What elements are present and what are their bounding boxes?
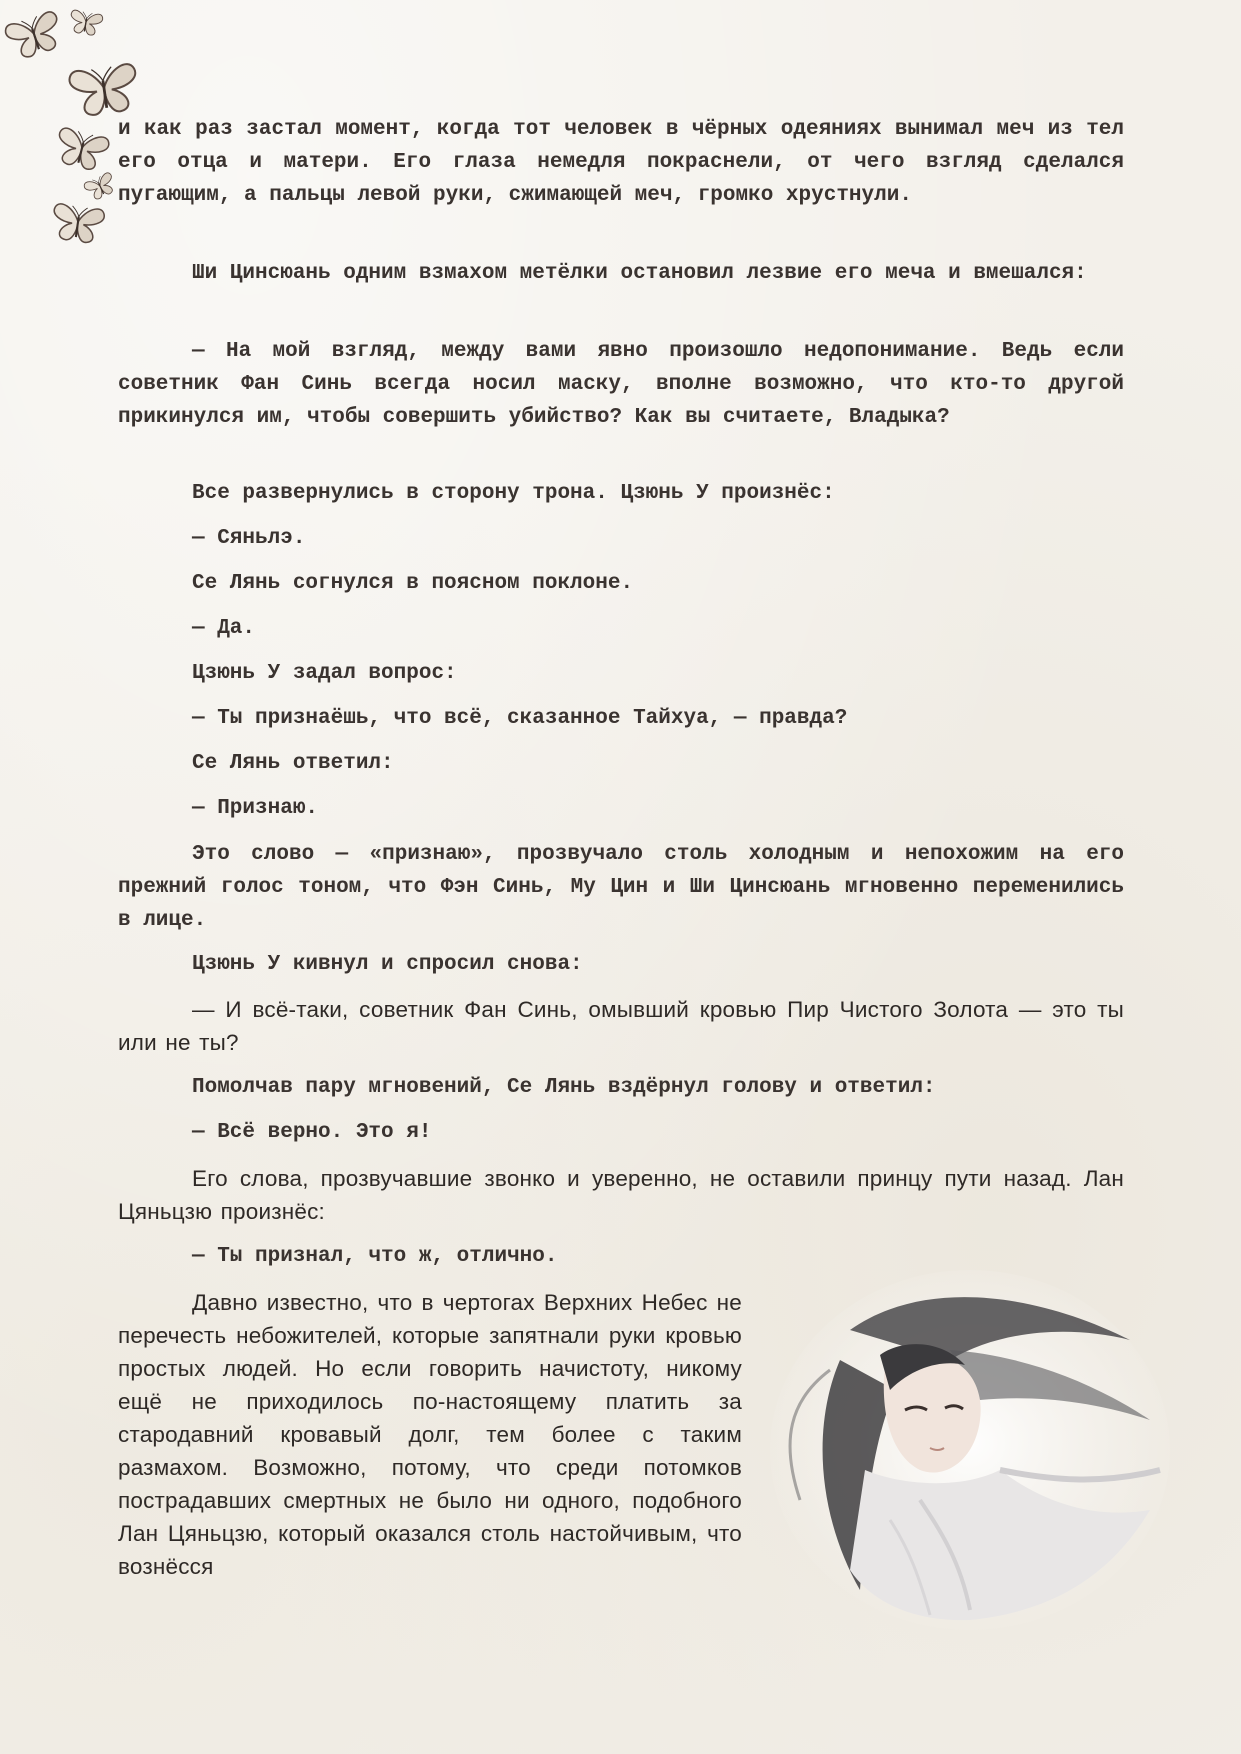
butterfly-icon [4, 10, 66, 61]
paragraph: Это слово — «признаю», прозвучало столь холодным и непохожим на его прежний голос тоном, что Фэн Синь, Му Цин и Ши Цинсюань мгновенно переменились в лице. [118, 843, 1124, 932]
paragraph: Давно известно, что в чертогах Верхних Небес не перечесть небожителей, которые запятнали руки кровью простых людей. Но если говорить начистоту, никому ещё не приходилось по-настоящему платить за стародавний кровавый долг, тем более с таким размахом. Возможно, потому, что среди потомков пострадавших смертных не было ни одного, подобного Лан Цяньцзю, который оказался столь настойчивым, что вознёсся [118, 1290, 742, 1579]
paragraph: Все развернулись в сторону трона. Цзюнь У произнёс: [192, 482, 835, 505]
paragraph: Цзюнь У задал вопрос: [192, 662, 457, 685]
paragraph: — И всё-таки, советник Фан Синь, омывший кровью Пир Чистого Золота — это ты или не ты? [118, 997, 1124, 1055]
paragraph: — Да. [192, 617, 256, 640]
paragraph: Цзюнь У кивнул и спросил снова: [192, 953, 583, 976]
paragraph: Его слова, прозвучавшие звонко и уверенно, не оставили принцу пути назад. Лан Цяньцзю произнёс: [118, 1166, 1124, 1224]
butterfly-icon [68, 10, 103, 37]
butterfly-icon [50, 203, 105, 245]
butterfly-icon [83, 172, 118, 203]
paragraph: — Ты признал, что ж, отлично. [192, 1245, 558, 1268]
paragraph: — Ты признаёшь, что всё, сказанное Тайхуа, — правда? [192, 707, 848, 730]
paragraph: — На мой взгляд, между вами явно произошло недопонимание. Ведь если советник Фан Синь всегда носил маску, вполне возможно, что кто-то другой прикинулся им, чтобы совершить убийство? Как вы считаете, Владыка? [118, 340, 1124, 429]
paragraph: Ши Цинсюань одним взмахом метёлки остановил лезвие его меча и вмешался: [192, 262, 1087, 285]
paragraph: и как раз застал момент, когда тот человек в чёрных одеяниях вынимал меч из тел его отца и матери. Его глаза немедля покраснели, от чего взгляд сделался пугающим, а пальцы левой руки, сжимающей меч, громко хрустнули. [118, 118, 1124, 207]
butterfly-icon [68, 63, 140, 118]
paragraph: — Всё верно. Это я! [192, 1121, 432, 1144]
paragraph: — Сяньлэ. [192, 527, 306, 550]
paragraph: Помолчав пару мгновений, Се Лянь вздёрнул голову и ответил: [192, 1076, 936, 1099]
paragraph: — Признаю. [192, 797, 319, 820]
paragraph: Се Лянь согнулся в поясном поклоне. [192, 572, 634, 595]
paragraph: Се Лянь ответил: [192, 752, 394, 775]
ink-portrait-illustration [770, 1270, 1170, 1630]
butterfly-icon [53, 127, 110, 173]
